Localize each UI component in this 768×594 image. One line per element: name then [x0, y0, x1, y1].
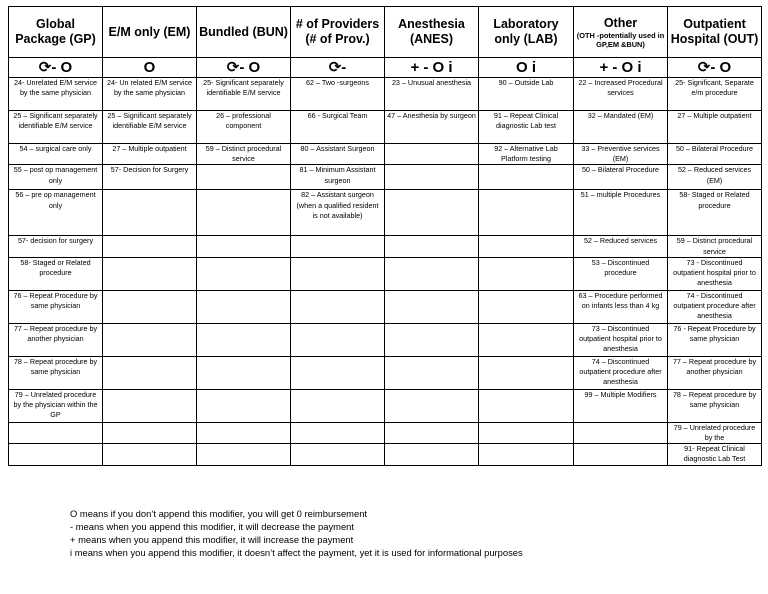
- table-cell: [291, 236, 385, 257]
- table-cell: 79 – Unrelated procedure by the: [668, 422, 762, 443]
- table-cell: [103, 422, 197, 443]
- header-gp: Global Package (GP): [9, 7, 103, 58]
- table-row: [9, 190, 762, 236]
- table-cell: [385, 356, 479, 389]
- symbol-cell: + - O i: [385, 58, 479, 78]
- table-cell: 78 – Repeat procedure by same physician: [668, 389, 762, 422]
- table-cell: [291, 290, 385, 323]
- table-cell: [385, 144, 479, 165]
- table-cell: [479, 236, 574, 257]
- table-cell: 53 – Discontinued procedure: [574, 257, 668, 290]
- table-row: [9, 144, 762, 165]
- table-cell: 90 – Outside Lab: [479, 78, 574, 111]
- table-cell: 27 – Multiple outpatient: [103, 144, 197, 165]
- table-cell: [291, 323, 385, 356]
- table-cell: [197, 323, 291, 356]
- table-cell: [479, 389, 574, 422]
- table-cell: 52 – Reduced services (EM): [668, 165, 762, 190]
- table-cell: [385, 444, 479, 465]
- table-cell: 79 – Unrelated procedure by the physician within the GP: [9, 389, 103, 422]
- table-cell: [574, 422, 668, 443]
- table-row: [9, 111, 762, 144]
- symbol-cell: ⟳- O: [668, 58, 762, 78]
- table-cell: 73 - Discontinued outpatient hospital prior to anesthesia: [668, 257, 762, 290]
- header-em: E/M only (EM): [103, 7, 197, 58]
- symbol-cell: ⟳- O: [197, 58, 291, 78]
- table-cell: [385, 389, 479, 422]
- table-row: [9, 236, 762, 257]
- symbol-row: [9, 58, 762, 78]
- table-cell: 26 – professional component: [197, 111, 291, 144]
- table-cell: 74 – Discontinued outpatient procedure after anesthesia: [574, 356, 668, 389]
- table-cell: 32 – Mandated (EM): [574, 111, 668, 144]
- table-cell: [197, 444, 291, 465]
- table-cell: 99 – Multiple Modifiers: [574, 389, 668, 422]
- table-cell: 91 – Repeat Clinical diagnostic Lab test: [479, 111, 574, 144]
- table-row: [9, 290, 762, 323]
- table-cell: 25 – Significant separately identifiable E/M service: [103, 111, 197, 144]
- table-cell: 25- Significant separately identifiable E/M service: [197, 78, 291, 111]
- table-cell: [479, 257, 574, 290]
- table-cell: [291, 257, 385, 290]
- table-cell: [103, 290, 197, 323]
- table-cell: [479, 190, 574, 236]
- table-cell: [197, 236, 291, 257]
- table-cell: 77 – Repeat procedure by another physician: [668, 356, 762, 389]
- table-cell: 50 – Bilateral Procedure: [668, 144, 762, 165]
- table-row: [9, 444, 762, 465]
- table-cell: [103, 257, 197, 290]
- table-cell: [197, 389, 291, 422]
- table-cell: 57- decision for surgery: [9, 236, 103, 257]
- table-cell: 80 – Assistant Surgeon: [291, 144, 385, 165]
- table-row: [9, 78, 762, 111]
- table-cell: [385, 236, 479, 257]
- table-row: [9, 389, 762, 422]
- table-cell: [385, 165, 479, 190]
- table-cell: [479, 356, 574, 389]
- table-cell: [479, 422, 574, 443]
- table-cell: 23 – Unusual anesthesia: [385, 78, 479, 111]
- table-cell: [479, 165, 574, 190]
- table-cell: [479, 290, 574, 323]
- table-cell: 57- Decision for Surgery: [103, 165, 197, 190]
- symbol-cell: O: [103, 58, 197, 78]
- table-cell: [385, 422, 479, 443]
- table-cell: [103, 323, 197, 356]
- table-cell: [197, 190, 291, 236]
- table-cell: 25- Significant, Separate e/m procedure: [668, 78, 762, 111]
- table-cell: [103, 444, 197, 465]
- table-cell: 78 – Repeat procedure by same physician: [9, 356, 103, 389]
- symbol-cell: ⟳- O: [9, 58, 103, 78]
- table-cell: [9, 422, 103, 443]
- table-cell: 59 – Distinct procedural service: [197, 144, 291, 165]
- table-cell: [197, 165, 291, 190]
- table-cell: 51 – multiple Procedures: [574, 190, 668, 236]
- table-cell: [291, 356, 385, 389]
- table-cell: 63 – Procedure performed on infants less than 4 kg: [574, 290, 668, 323]
- table-cell: 91- Repeat Clinical diagnostic Lab Test: [668, 444, 762, 465]
- header-anes: Anesthesia (ANES): [385, 7, 479, 58]
- symbol-cell: + - O i: [574, 58, 668, 78]
- table-row: [9, 356, 762, 389]
- table-cell: [197, 257, 291, 290]
- table-cell: 82 – Assistant surgeon (when a qualified resident is not available): [291, 190, 385, 236]
- table-cell: [385, 190, 479, 236]
- header-oth-sub: (OTH -potentially used in GP,EM &BUN): [576, 30, 665, 49]
- table-cell: 50 – Bilateral Procedure: [574, 165, 668, 190]
- table-cell: 27 – Multiple outpatient: [668, 111, 762, 144]
- symbol-cell: O i: [479, 58, 574, 78]
- table-cell: 62 – Two -surgeons: [291, 78, 385, 111]
- header-lab: Laboratory only (LAB): [479, 7, 574, 58]
- table-cell: [479, 444, 574, 465]
- table-cell: [385, 290, 479, 323]
- table-cell: 54 – surgical care only: [9, 144, 103, 165]
- table-row: [9, 323, 762, 356]
- header-bun: Bundled (BUN): [197, 7, 291, 58]
- table-cell: [197, 422, 291, 443]
- legend-info: i means when you append this modifier, it doesn’t affect the payment, yet it is used for informational purposes: [70, 547, 523, 558]
- legend-zero: O means if you don’t append this modifier, you will get 0 reimbursement: [70, 508, 368, 519]
- table-cell: [197, 290, 291, 323]
- table-cell: 76 - Repeat Procedure by same physician: [668, 323, 762, 356]
- table-cell: 55 – post op management only: [9, 165, 103, 190]
- table-cell: [103, 236, 197, 257]
- table-cell: [103, 190, 197, 236]
- legend-plus: + means when you append this modifier, it will increase the payment: [70, 534, 354, 545]
- table-cell: [103, 389, 197, 422]
- table-cell: 76 – Repeat Procedure by same physician: [9, 290, 103, 323]
- symbol-cell: ⟳-: [291, 58, 385, 78]
- table-cell: [197, 356, 291, 389]
- table-cell: 24- Un related E/M service by the same physician: [103, 78, 197, 111]
- table-cell: 74 - Discontinued outpatient procedure after anesthesia: [668, 290, 762, 323]
- table-cell: [9, 444, 103, 465]
- table-row: [9, 165, 762, 190]
- header-row: [9, 7, 762, 58]
- table-cell: 66 - Surgical Team: [291, 111, 385, 144]
- header-oth: Other (OTH -potentially used in GP,EM &BUN): [574, 7, 668, 58]
- table-cell: [291, 389, 385, 422]
- table-cell: 58- Staged or Related procedure: [9, 257, 103, 290]
- table-cell: [574, 444, 668, 465]
- table-cell: 92 – Alternative Lab Platform testing: [479, 144, 574, 165]
- table-cell: 73 – Discontinued outpatient hospital prior to anesthesia: [574, 323, 668, 356]
- table-cell: 81 – Minimum Assistant surgeon: [291, 165, 385, 190]
- table-cell: [385, 323, 479, 356]
- table-cell: 58- Staged or Related procedure: [668, 190, 762, 236]
- table-cell: 77 – Repeat procedure by another physician: [9, 323, 103, 356]
- table-cell: 33 – Preventive services (EM): [574, 144, 668, 165]
- table-row: [9, 257, 762, 290]
- table-cell: 47 – Anesthesia by surgeon: [385, 111, 479, 144]
- table-cell: [479, 323, 574, 356]
- legend: [70, 507, 523, 559]
- table-cell: [291, 444, 385, 465]
- table-cell: [291, 422, 385, 443]
- table-cell: [385, 257, 479, 290]
- table-cell: 25 – Significant separately identifiable E/M service: [9, 111, 103, 144]
- table-cell: 52 – Reduced services: [574, 236, 668, 257]
- table-cell: 56 – pre op management only: [9, 190, 103, 236]
- modifier-table: [8, 6, 762, 466]
- table-cell: 24- Unrelated E/M service by the same physician: [9, 78, 103, 111]
- table-cell: 22 – Increased Procedural services: [574, 78, 668, 111]
- legend-minus: - means when you append this modifier, it will decrease the payment: [70, 521, 355, 532]
- header-out: Outpatient Hospital (OUT): [668, 7, 762, 58]
- header-prov: # of Providers (# of Prov.): [291, 7, 385, 58]
- table-cell: 59 – Distinct procedural service: [668, 236, 762, 257]
- table-cell: [103, 356, 197, 389]
- table-row: [9, 422, 762, 443]
